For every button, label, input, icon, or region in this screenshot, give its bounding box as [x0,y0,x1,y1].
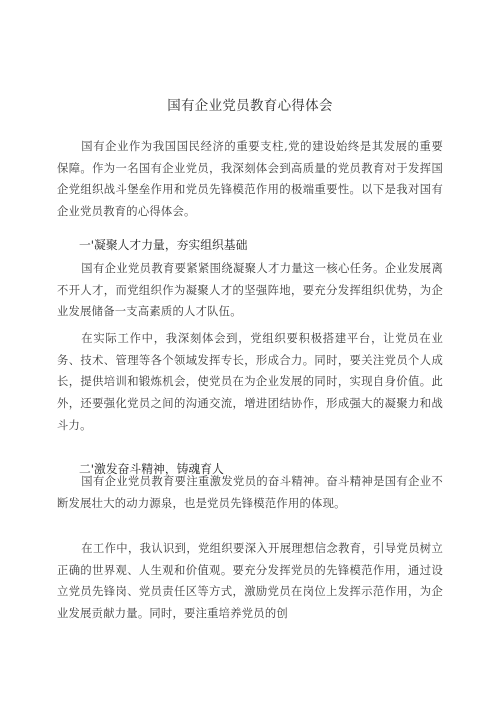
section-2-paragraph-2: 在工作中，我认识到，党组织要深入开展理想信念教育，引导党员树立正确的世界观、人生观和价值观。要充分发挥党员的先锋模范作用，通过设立党员先锋岗、党员责任区等方式，激励党员在岗位上发挥示范作用，为企业发展贡献力量。同时，要注重培养党员的创 [57,542,443,621]
section-heading-2: 二'激发奋斗精神，铸魂育人 [79,462,224,476]
section-1-paragraph-1: 国有企业党员教育要紧紧围绕凝聚人才力量这一核心任务。企业发展离不开人才，而党组织作为凝聚人才的坚强阵地，要充分发挥组织优势，为企业发展储备一支高素质的人才队伍。 [57,262,443,319]
section-2-paragraph-1: 国有企业党员教育要注重激发党员的奋斗精神。奋斗精神是国有企业不断发展壮大的动力源泉，也是党员先锋模范作用的体现。 [57,475,443,510]
section-heading-1: 一'凝聚人才力量，夯实组织基础 [79,238,248,252]
section-1-paragraph-2: 在实际工作中，我深刻体会到，党组织要积极搭建平台，让党员在业务、技术、管理等各个领域发挥专长，形成合力。同时，要关注党员个人成长，提供培训和锻炼机会，使党员在为企业发展的同时，实现自身价值。此外，还要强化党员之间的沟通交流，增进团结协作，形成强大的凝聚力和战斗力。 [57,332,443,432]
document-title: 国有企业党员教育心得体会 [167,98,333,114]
intro-paragraph: 国有企业作为我国国民经济的重要支柱,党的建设始终是其发展的重要保障。作为一名国有企业党员，我深刻体会到高质量的党员教育对于发挥国企党组织战斗堡垒作用和党员先锋模范作用的极端重要性。以下是我对国有企业党员教育的心得体会。 [57,140,443,219]
